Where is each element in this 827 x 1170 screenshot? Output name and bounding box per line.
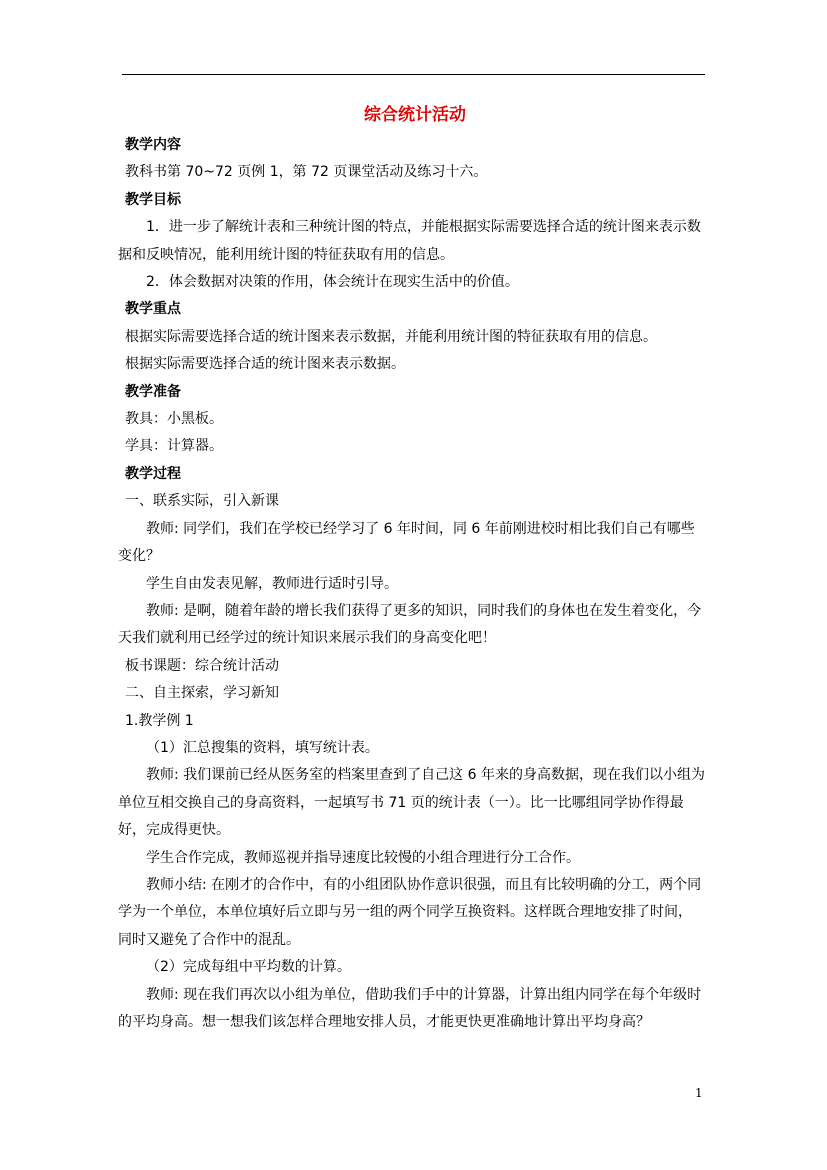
header-rule <box>122 74 705 75</box>
section-heading: 教学重点 <box>125 301 181 318</box>
paragraph: 教师小结: 在刚才的合作中，有的小组团队协作意识很强，而且有比较明确的分工，两个同学为一个单位，本单位填好后立即与另一组的两个同学互换资料。这样既合理地安排了时间，同时又避免了合作中的混乱。 <box>118 876 702 948</box>
paragraph: 一、联系实际，引入新课 <box>125 493 279 510</box>
section-heading: 教学过程 <box>125 465 181 482</box>
paragraph: 板书课题：综合统计活动 <box>125 657 279 674</box>
paragraph: 教科书第 70~72 页例 1，第 72 页课堂活动及练习十六。 <box>125 164 488 181</box>
paragraph: 教师: 是啊，随着年龄的增长我们获得了更多的知识，同时我们的身体也在发生着变化，今天我们就利用已经学过的统计知识来展示我们的身高变化吧！ <box>118 602 702 647</box>
paragraph: 学具：计算器。 <box>125 438 223 455</box>
paragraph: 教师: 现在我们再次以小组为单位，借助我们手中的计算器，计算出组内同学在每个年级时的平均身高。想一想我们该怎样合理地安排人员，才能更快更准确地计算出平均身高？ <box>118 986 702 1030</box>
section-heading: 教学目标 <box>125 191 181 208</box>
paragraph: 1．进一步了解统计表和三种统计图的特点，并能根据实际需要选择合适的统计图来表示数据和反映情况，能利用统计图的特征获取有用的信息。 <box>118 219 701 263</box>
paragraph: 教师: 同学们，我们在学校已经学习了 6 年时间，同 6 年前刚进校时相比我们自己有哪些变化？ <box>118 520 695 565</box>
paragraph: 2．体会数据对决策的作用，体会统计在现实生活中的价值。 <box>146 274 519 291</box>
paragraph: 教具：小黑板。 <box>125 411 223 428</box>
paragraph: （2）完成每组中平均数的计算。 <box>146 959 351 976</box>
section-heading: 教学准备 <box>125 383 181 400</box>
paragraph: 根据实际需要选择合适的统计图来表示数据。 <box>125 356 405 373</box>
paragraph: 根据实际需要选择合适的统计图来表示数据，并能利用统计图的特征获取有用的信息。 <box>125 328 657 345</box>
page-number: 1 <box>695 1086 703 1100</box>
paragraph: 教师: 我们课前已经从医务室的档案里查到了自己这 6 年来的身高数据，现在我们以小组为单位互相交换自己的身高资料，一起填写书 71 页的统计表（一）。比一比哪组同学协作得最好，完成得更快。 <box>118 767 705 839</box>
paragraph: 学生自由发表见解，教师进行适时引导。 <box>146 575 398 592</box>
paragraph: 1.教学例 1 <box>125 712 194 729</box>
section-heading: 教学内容 <box>125 137 181 153</box>
document-body <box>118 98 705 1036</box>
paragraph-list <box>118 132 705 1036</box>
paragraph: （1）汇总搜集的资料，填写统计表。 <box>146 739 379 756</box>
paragraph: 二、自主探索，学习新知 <box>125 685 279 702</box>
document-title: 综合统计活动 <box>364 105 466 125</box>
paragraph: 学生合作完成，教师巡视并指导速度比较慢的小组合理进行分工合作。 <box>146 849 580 866</box>
